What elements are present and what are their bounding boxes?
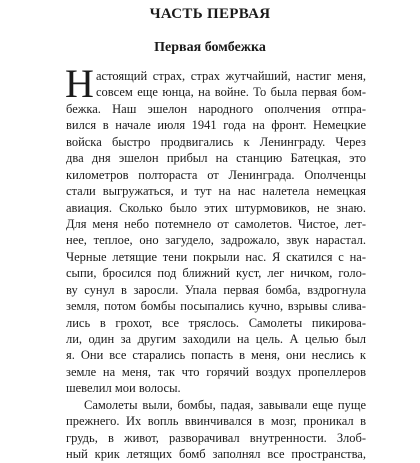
text-line: два дня эшелон прибыл на станцию Батецкая, это	[66, 151, 366, 166]
text-line: грудь, в живот, разворачивал внутренности. Злоб-	[66, 430, 366, 445]
text-line: совсем еще юнца, на войне. То была первая бом-	[96, 85, 366, 100]
text-line: нее, теплое, оно загудело, задрожало, звук нарастал.	[66, 233, 366, 248]
text-line: шевелил мои волосы.	[66, 381, 181, 396]
chapter-title: Первая бомбежка	[154, 40, 266, 55]
text-line: войска быстро продвигались к Ленинграду. Через	[66, 134, 366, 149]
drop-cap: Н	[65, 61, 94, 106]
text-line: прежнего. Их вопль ввинчивался в мозг, проникал в	[66, 414, 366, 429]
body-text	[65, 61, 366, 463]
text-line: стали выгружаться, и тут на нас налетела немецкая	[66, 184, 366, 199]
text-line: я. Они все старались попасть в меня, они неслись к	[66, 348, 366, 363]
text-line: ный крик летящих бомб заполнял все пространства,	[66, 447, 366, 462]
text-line: километров полтораста от Ленинграда. Ополченцы	[66, 167, 366, 182]
text-line: авиация. Сколько было этих штурмовиков, не знаю.	[66, 200, 366, 215]
text-line: ли, один за другим заходили на цель. А целью был	[66, 332, 366, 346]
part-title: ЧАСТЬ ПЕРВАЯ	[149, 6, 271, 22]
text-line: сыпи, бросился под ближний куст, лег ничком, голо-	[66, 266, 366, 281]
text-line: вился в начале июля 1941 года на фронт. Немецкие	[66, 118, 366, 133]
text-line: земле на меня, так что горячий воздух пропеллеров	[66, 364, 366, 379]
text-line: Для меня небо потемнело от самолетов. Чистое, лет-	[66, 216, 366, 231]
text-line: ву сунул в заросли. Упала первая бомба, вздрогнула	[66, 282, 366, 297]
text-line: земля, потом бомбы посыпались кучно, взрывы слива-	[66, 299, 366, 314]
text-line: лись в грохот, все тряслось. Самолеты пикирова-	[66, 315, 366, 330]
text-line: Самолеты выли, бомбы, падая, завывали еще пуще	[84, 397, 366, 412]
text-line: астоящий страх, страх жутчайший, настиг меня,	[96, 69, 366, 83]
text-line: бежка. Наш эшелон народного ополчения отпра-	[66, 101, 366, 116]
text-line: Черные летящие тени покрыли нас. Я скатился с на-	[66, 249, 366, 264]
